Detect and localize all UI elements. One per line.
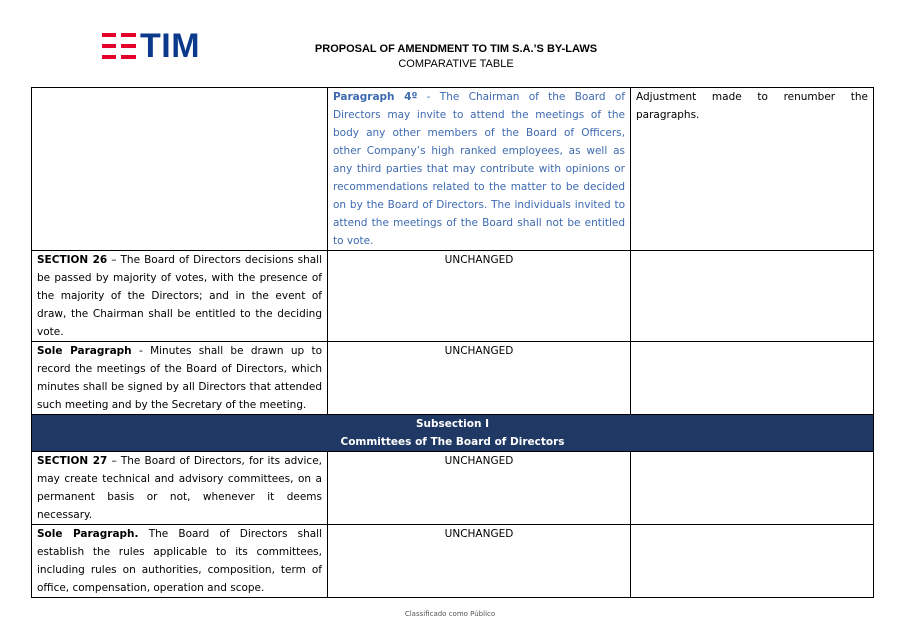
proposed-text-cell: UNCHANGED [328, 251, 631, 342]
justification-cell [631, 452, 874, 525]
table-row [32, 88, 874, 251]
proposed-text-cell: UNCHANGED [328, 525, 631, 598]
subsection-heading [32, 415, 874, 452]
paragraph-text: - Minutes shall be drawn up to record the meetings of the Board of Directors, which minutes shall be signed by all Directors that attended such meeting and by the Secretary of the meeting. [37, 345, 323, 411]
current-text-cell [32, 88, 328, 251]
proposed-text-cell: UNCHANGED [328, 452, 631, 525]
paragraph-text: - The Chairman of the Board of Directors may invite to attend the meetings of the body any other members of the Board of Officers, other Company’s high ranked employees, as well as any third parties that may contribute with opinions or recommendations related to the matter to be decided on by the Board of Directors. The individuals invited to attend the meetings of the Board shall not be entitled to vote. [333, 91, 625, 247]
current-text-cell [32, 525, 328, 598]
section-label: SECTION 26 [37, 254, 108, 266]
current-text-cell [32, 342, 328, 415]
paragraph-text: The Board of Directors shall establish the rules applicable to its committees, including rules on authorities, composition, term of office, compensation, operation and scope. [37, 528, 322, 594]
table-row [32, 342, 874, 415]
table-row [32, 452, 874, 525]
paragraph-label: Paragraph 4º [333, 91, 418, 103]
current-text-cell [32, 251, 328, 342]
paragraph-label: Sole Paragraph [37, 345, 132, 357]
section-text: – The Board of Directors, for its advice, may create technical and advisory committees, on a permanent basis or not, whenever it deems necessary. [37, 455, 322, 521]
subsection-number: Subsection I [415, 418, 490, 430]
paragraph-label: Sole Paragraph. [37, 528, 139, 540]
section-label: SECTION 27 [37, 455, 108, 467]
document-subtitle: COMPARATIVE TABLE [398, 58, 514, 70]
justification-cell: Adjustment made to renumber the paragraphs. [631, 88, 874, 251]
justification-cell [631, 251, 874, 342]
table-row [32, 525, 874, 598]
proposed-text-cell: UNCHANGED [328, 342, 631, 415]
section-text: – The Board of Directors decisions shall be passed by majority of votes, with the presence of the majority of the Directors; and in the event of draw, the Chairman shall be entitled to the deciding vote. [37, 254, 323, 338]
justification-cell [631, 525, 874, 598]
subsection-band [32, 415, 874, 452]
subsection-title: Committees of The Board of Directors [340, 436, 565, 448]
logo-text: TIM [140, 27, 201, 65]
proposed-text-cell [328, 88, 631, 251]
classification-footer: Classificado como Público [404, 610, 496, 618]
document-title: PROPOSAL OF AMENDMENT TO TIM S.A.’S BY-LAWS [314, 43, 598, 55]
comparative-table [31, 87, 874, 598]
current-text-cell [32, 452, 328, 525]
table-row [32, 251, 874, 342]
justification-cell [631, 342, 874, 415]
